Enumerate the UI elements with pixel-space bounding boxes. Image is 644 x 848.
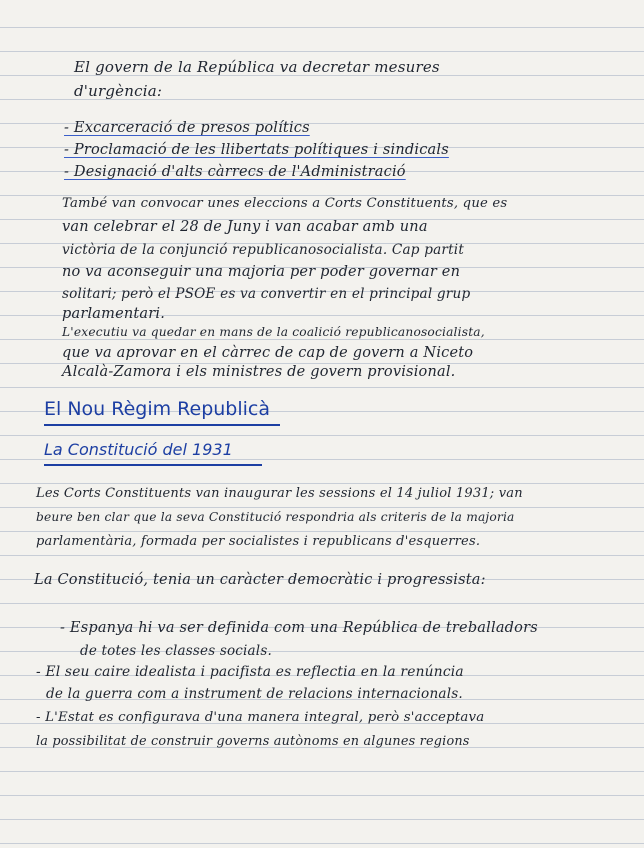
paragraph-line: victòria de la conjunció republicanosocialista. Cap partit bbox=[62, 242, 465, 258]
paragraph-line: Les Corts Constituents van inaugurar les sessions el 14 juliol 1931; van bbox=[36, 486, 523, 501]
intro-line-1: El govern de la República va decretar mesures bbox=[74, 58, 440, 76]
paragraph-line: van celebrar el 28 de Juny i van acabar amb una bbox=[62, 219, 428, 235]
paragraph-line: no va aconseguir una majoria per poder governar en bbox=[62, 264, 461, 280]
measure-item: - Proclamació de les llibertats polítiques i sindicals bbox=[64, 142, 449, 158]
paragraph-line: que va aprovar en el càrrec de cap de govern a Niceto bbox=[62, 345, 474, 361]
paragraph-line: parlamentari. bbox=[62, 306, 166, 322]
paragraph-line: beure ben clar que la seva Constitució respondria als criteris de la majoria bbox=[36, 510, 515, 524]
intro-line-2: d'urgència: bbox=[74, 82, 163, 100]
heading-underline bbox=[44, 424, 280, 426]
paragraph-line: També van convocar unes eleccions a Corts Constituents, que es bbox=[62, 196, 508, 211]
feature-line: - Espanya hi va ser definida com una República de treballadors bbox=[60, 620, 538, 636]
measure-item: - Designació d'alts càrrecs de l'Administració bbox=[64, 164, 406, 180]
subsection-heading: La Constitució del 1931 bbox=[44, 440, 233, 459]
feature-line: de la guerra com a instrument de relacions internacionals. bbox=[46, 686, 463, 702]
paragraph-line: parlamentària, formada per socialistes i republicans d'esquerres. bbox=[36, 534, 481, 549]
paragraph-line: La Constitució, tenia un caràcter democràtic i progressista: bbox=[34, 572, 486, 588]
paragraph-line: solitari; però el PSOE es va convertir en el principal grup bbox=[62, 286, 471, 302]
feature-line: - L'Estat es configurava d'una manera integral, però s'acceptava bbox=[36, 710, 485, 725]
section-heading: El Nou Règim Republicà bbox=[44, 398, 271, 420]
measure-item: - Excarceració de presos polítics bbox=[64, 120, 310, 136]
feature-line: - El seu caire idealista i pacifista es reflectia en la renúncia bbox=[36, 664, 464, 680]
paragraph-line: L'executiu va quedar en mans de la coalició republicanosocialista, bbox=[62, 325, 485, 339]
paragraph-line: Alcalà-Zamora i els ministres de govern provisional. bbox=[62, 364, 456, 380]
feature-line: de totes les classes socials. bbox=[80, 643, 272, 659]
subheading-underline bbox=[44, 464, 262, 466]
feature-line: la possibilitat de construir governs autònoms en algunes regions bbox=[36, 734, 470, 749]
